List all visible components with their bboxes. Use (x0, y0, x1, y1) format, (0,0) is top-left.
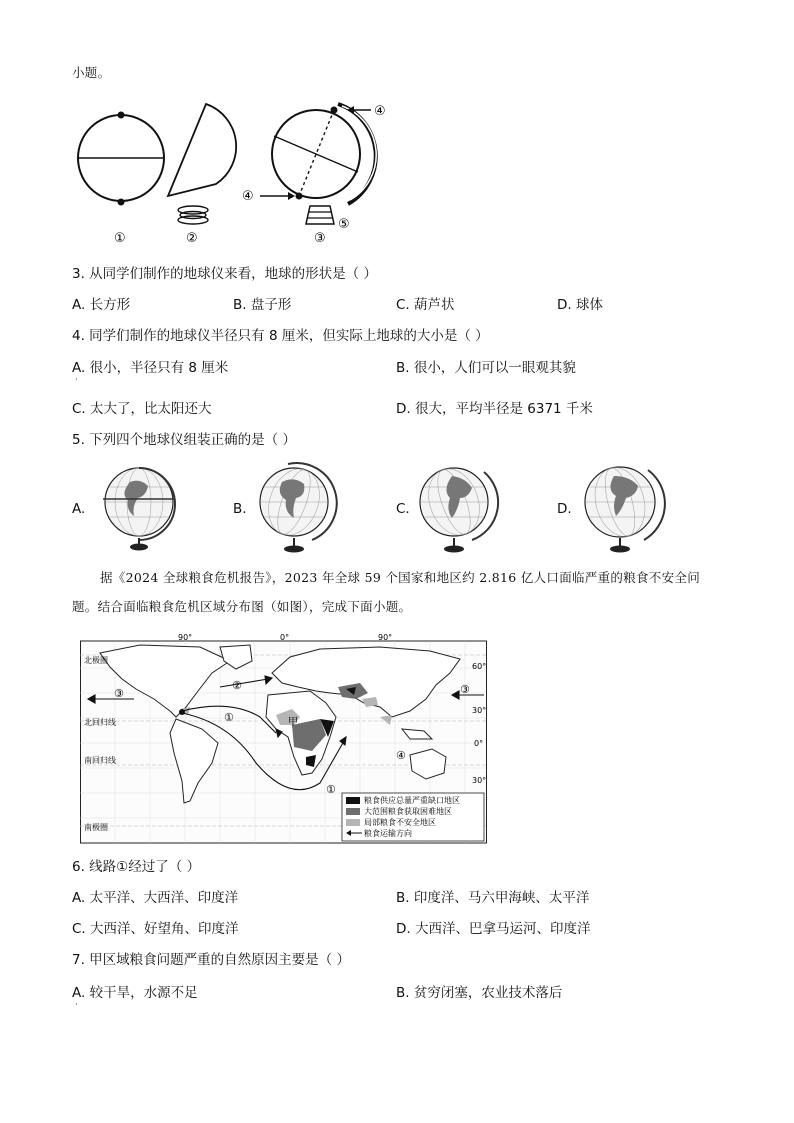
q5-option-d[interactable]: D. (557, 501, 572, 517)
q4-option-a[interactable]: A. 很小，半径只有 8 厘米 (72, 360, 229, 376)
q4-option-c[interactable]: C. 太大了，比太阳还大 (72, 401, 212, 417)
legend-label-1: 粮食供应总量严重缺口地区 (364, 796, 460, 805)
step-3-globe (260, 104, 376, 224)
q4-option-b[interactable]: B. 很小，人们可以一眼观其貌 (396, 360, 576, 376)
globe-d-image (578, 460, 668, 554)
route-3-west-label: ③ (114, 687, 124, 700)
tropic-cancer-label: 北回归线 (84, 718, 116, 727)
stray-dot: · (75, 375, 78, 385)
q3-option-c[interactable]: C. 葫芦状 (396, 297, 455, 313)
q6-stem: 6. 线路①经过了（ ） (72, 859, 201, 875)
q4-stem: 4. 同学们制作的地球仪半径只有 8 厘米，但实际上地球的大小是（ ） (72, 328, 489, 344)
region-jia-label: 甲 (288, 717, 298, 728)
globe-making-figure (66, 96, 396, 248)
fig1-label-1: ① (114, 231, 126, 246)
legend-label-4: 粮食运输方向 (364, 829, 412, 838)
route-1-lower-label: ① (326, 783, 336, 796)
fig1-label-4-left: ④ (242, 189, 254, 204)
passage-line-2: 题。结合面临粮食危机区域分布图（如图），完成下面小题。 (72, 599, 412, 614)
tropic-capricorn-label: 南回归线 (84, 756, 116, 765)
lat-label-0: 0° (474, 739, 484, 748)
route-4-label: ④ (396, 749, 406, 762)
q5-stem: 5. 下列四个地球仪组装正确的是（ ） (72, 432, 296, 448)
q3-option-b[interactable]: B. 盘子形 (233, 297, 292, 313)
q3-option-d[interactable]: D. 球体 (557, 297, 603, 313)
lon-label-0: 0° (280, 633, 290, 642)
q3-stem: 3. 从同学们制作的地球仪来看，地球的形状是（ ） (72, 266, 377, 282)
legend-label-3: 局部粮食不安全地区 (364, 818, 436, 827)
q6-option-a[interactable]: A. 太平洋、大西洋、印度洋 (72, 890, 239, 906)
q3-option-a[interactable]: A. 长方形 (72, 297, 131, 313)
fig1-label-4-top: ④ (374, 104, 386, 119)
q6-option-c[interactable]: C. 大西洋、好望角、印度洋 (72, 921, 239, 937)
legend-label-2: 大范围粮食获取困难地区 (364, 807, 452, 816)
fig1-label-3: ③ (314, 231, 326, 246)
step-1-circle (78, 112, 164, 206)
passage-line-1: 据《2024 全球粮食危机报告》，2023 年全球 59 个国家和地区约 2.816 亿人口面临严重的粮食不安全问 (100, 570, 701, 585)
lat-label-30s: 30° (472, 776, 487, 785)
route-2-label: ② (232, 679, 242, 692)
q7-option-b[interactable]: B. 贫穷闭塞，农业技术落后 (396, 985, 563, 1001)
globe-b-image (252, 460, 342, 554)
q5-option-c[interactable]: C. (396, 501, 410, 517)
step-2-half-globe (168, 104, 236, 224)
food-crisis-map (80, 633, 488, 845)
lon-label-90e: 90° (378, 633, 393, 642)
q7-stem: 7. 甲区域粮食问题严重的自然原因主要是（ ） (72, 952, 350, 968)
q6-option-b[interactable]: B. 印度洋、马六甲海峡、太平洋 (396, 890, 590, 906)
q5-option-a[interactable]: A. (72, 501, 86, 517)
globe-a-image (95, 462, 185, 552)
arctic-circle-label: 北极圈 (84, 656, 108, 665)
lon-label-90w: 90° (178, 633, 193, 642)
q4-option-d[interactable]: D. 很大，平均半径是 6371 千米 (396, 401, 593, 417)
q6-option-d[interactable]: D. 大西洋、巴拿马运河、印度洋 (396, 921, 591, 937)
fig1-label-5: ⑤ (338, 217, 350, 232)
q7-option-a[interactable]: A. 较干旱，水源不足 (72, 985, 198, 1001)
intro-tail: 小题。 (72, 65, 111, 80)
antarctic-circle-label: 南极圈 (84, 823, 108, 832)
lat-label-60: 60° (472, 662, 487, 671)
map-legend (342, 793, 484, 841)
stray-dot: · (75, 1000, 78, 1010)
q5-option-b[interactable]: B. (233, 501, 247, 517)
route-1-upper-label: ① (224, 711, 234, 724)
fig1-label-2: ② (186, 231, 198, 246)
route-3-east-label: ③ (460, 683, 470, 696)
globe-c-image (412, 462, 502, 554)
lat-label-30n: 30° (472, 706, 487, 715)
